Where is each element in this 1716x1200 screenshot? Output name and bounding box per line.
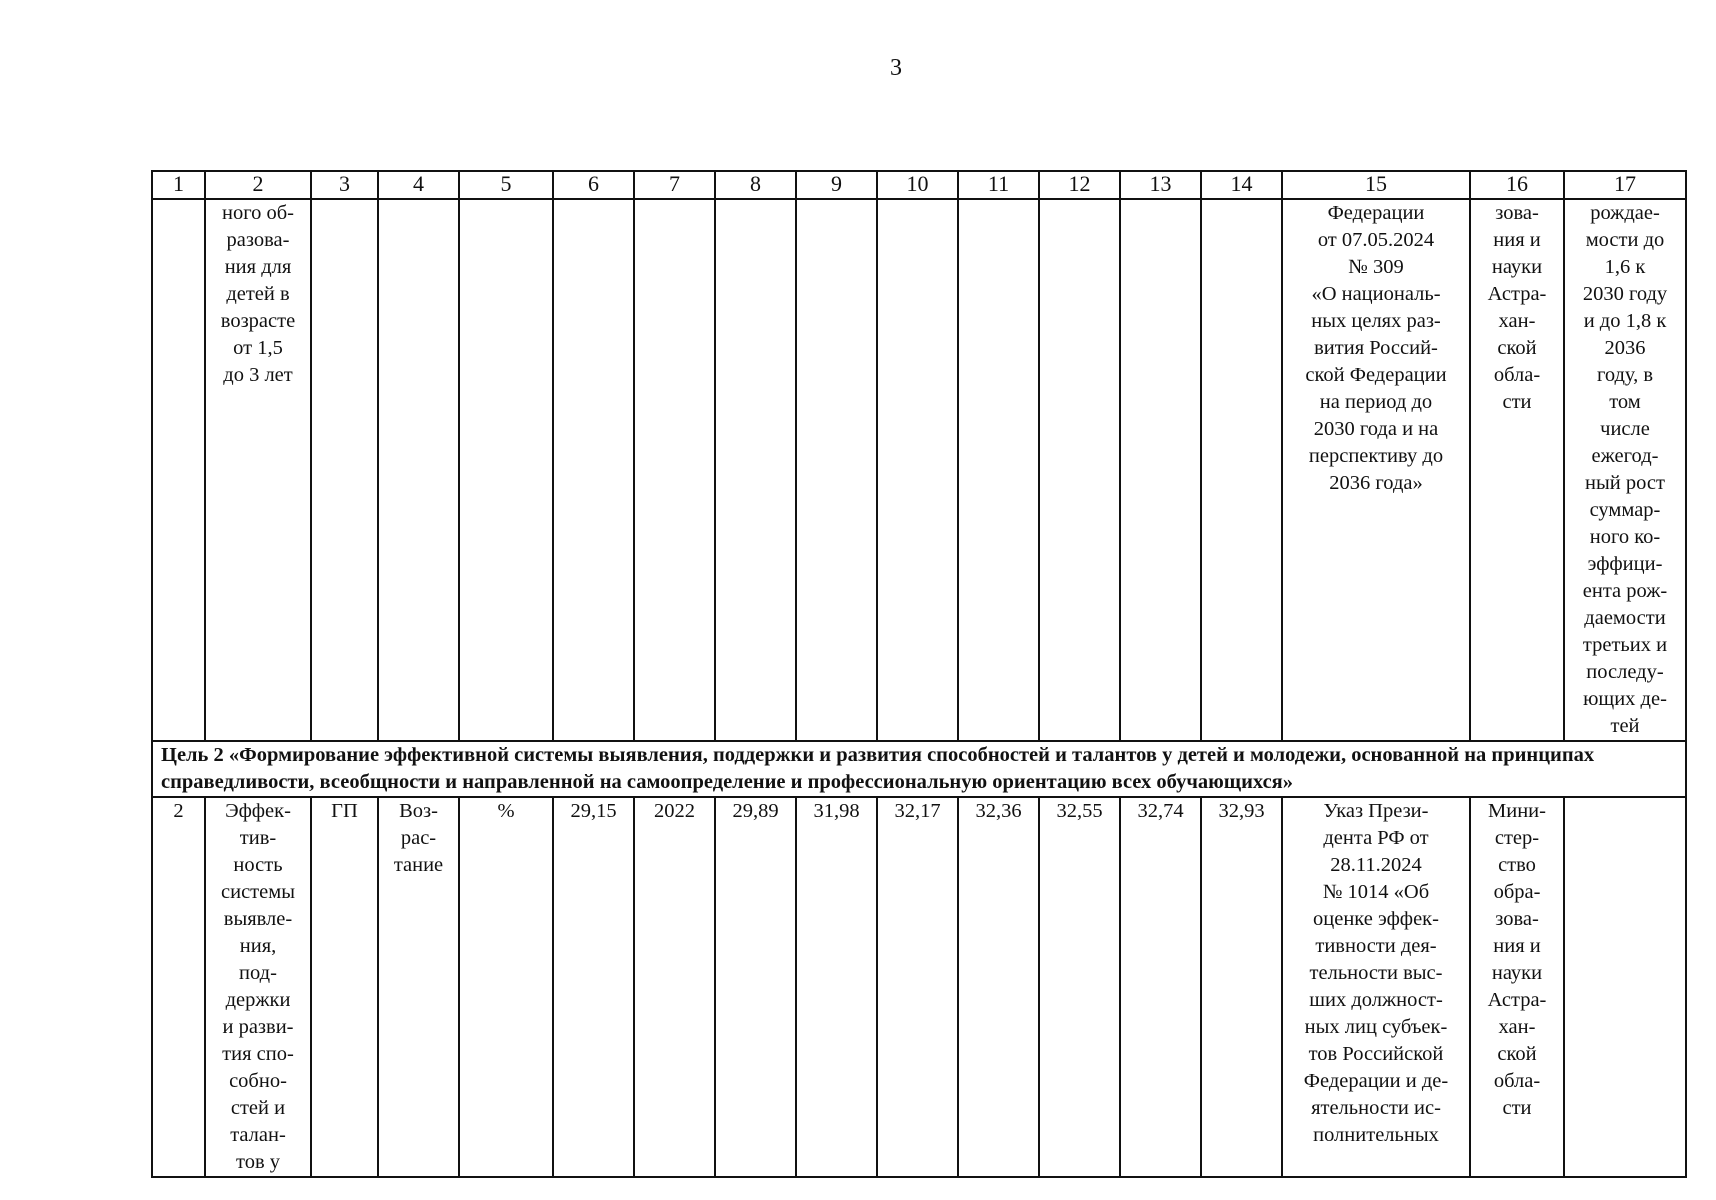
- cell-indicator-name: Эффек- тив- ность системы выявле- ния, под- держки и разви- тия спо- собно- стей и талан- тов у: [205, 797, 311, 1177]
- cell-base-value: 29,15: [553, 797, 634, 1177]
- cell-value: [796, 199, 877, 741]
- table-row: [152, 797, 1686, 1177]
- cell-value: [1201, 199, 1282, 741]
- cell-unit: [459, 199, 553, 741]
- cell-responsible: зова- ния и науки Астра- хан- ской обла- сти: [1470, 199, 1564, 741]
- cell-base-year: [634, 199, 715, 741]
- goal-row: [152, 741, 1686, 797]
- cell-value: 32,55: [1039, 797, 1120, 1177]
- cell-value: 32,36: [958, 797, 1039, 1177]
- cell-document: Указ Прези- дента РФ от 28.11.2024 № 1014 «Об оценке эффек- тивности дея- тельности выс- ших должност- ных лиц субъек- тов Российской Федерации и де- ятельности ис- полнительных: [1282, 797, 1470, 1177]
- cell-indicator-name: ного об- разова- ния для детей в возрасте от 1,5 до 3 лет: [205, 199, 311, 741]
- column-number: 14: [1201, 171, 1282, 199]
- cell-link: рождае- мости до 1,6 к 2030 году и до 1,8 к 2036 году, в том числе ежегод- ный рост суммар- ного ко- эффици- ента рож- даемости третьих и последу- ющих де- тей: [1564, 199, 1686, 741]
- cell-number: 2: [152, 797, 205, 1177]
- table-row: [152, 199, 1686, 741]
- column-number: 15: [1282, 171, 1470, 199]
- column-number: 3: [311, 171, 378, 199]
- cell-responsible: Мини- стер- ство обра- зова- ния и науки Астра- хан- ской обла- сти: [1470, 797, 1564, 1177]
- cell-base-year: 2022: [634, 797, 715, 1177]
- cell-value: [877, 199, 958, 741]
- column-number: 7: [634, 171, 715, 199]
- cell-value: 32,17: [877, 797, 958, 1177]
- indicators-table: [151, 170, 1687, 1178]
- page-number: 3: [890, 55, 902, 81]
- cell-level: ГП: [311, 797, 378, 1177]
- cell-value: 29,89: [715, 797, 796, 1177]
- column-number: 16: [1470, 171, 1564, 199]
- column-number: 1: [152, 171, 205, 199]
- cell-document: Федерации от 07.05.2024 № 309 «О националь- ных целях раз- вития Россий- ской Федерации на период до 2030 года и на перспективу до 2036 года»: [1282, 199, 1470, 741]
- cell-value: [1120, 199, 1201, 741]
- cell-value: [715, 199, 796, 741]
- column-number-row: [152, 171, 1686, 199]
- cell-link: [1564, 797, 1686, 1177]
- cell-number: [152, 199, 205, 741]
- column-number: 6: [553, 171, 634, 199]
- cell-value: 32,93: [1201, 797, 1282, 1177]
- column-number: 2: [205, 171, 311, 199]
- cell-value: 31,98: [796, 797, 877, 1177]
- column-number: 12: [1039, 171, 1120, 199]
- column-number: 9: [796, 171, 877, 199]
- column-number: 8: [715, 171, 796, 199]
- column-number: 5: [459, 171, 553, 199]
- column-number: 10: [877, 171, 958, 199]
- cell-value: [958, 199, 1039, 741]
- column-number: 17: [1564, 171, 1686, 199]
- cell-value: 32,74: [1120, 797, 1201, 1177]
- cell-level: [311, 199, 378, 741]
- cell-trend: Воз- рас- тание: [378, 797, 459, 1177]
- goal-2-title: Цель 2 «Формирование эффективной системы выявления, поддержки и развития способностей и талантов у детей и молодежи, основанной на принципах справедливости, всеобщности и направленной на самоопределение и профессиональную ориентацию всех обучающихся»: [152, 741, 1686, 797]
- column-number: 4: [378, 171, 459, 199]
- column-number: 13: [1120, 171, 1201, 199]
- cell-base-value: [553, 199, 634, 741]
- cell-trend: [378, 199, 459, 741]
- column-number: 11: [958, 171, 1039, 199]
- cell-unit: %: [459, 797, 553, 1177]
- cell-value: [1039, 199, 1120, 741]
